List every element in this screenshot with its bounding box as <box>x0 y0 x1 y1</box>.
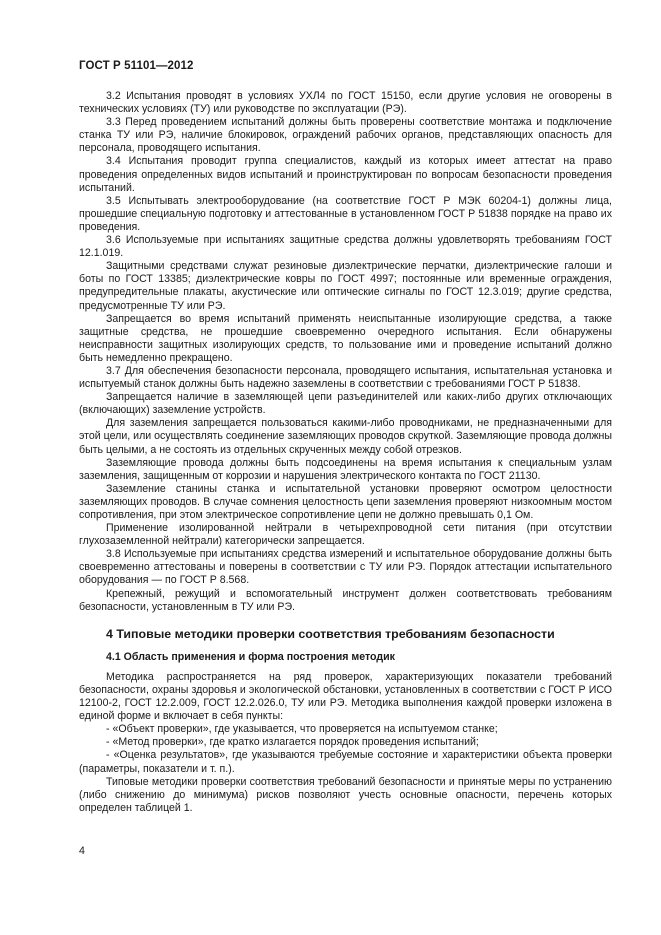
paragraph: Типовые методики проверки соответствия требований безопасности и принятые меры по устранению (либо снижению до минимума) рисков позволяют учесть основные опасности, перечень которых определен таблицей 1. <box>79 775 612 814</box>
paragraph-3-6: 3.6 Используемые при испытаниях защитные средства должны удовлетворять требованиям ГОСТ 12.1.019. <box>79 234 612 260</box>
list-item: - «Оценка результатов», где указываются требуемые состояние и характеристики объекта проверки (параметры, показатели и т. п.). <box>79 749 612 775</box>
paragraph: Заземляющие провода должны быть подсоединены на время испытания к специальным узлам заземления, защищенным от коррозии и нарушения электрического контакта по ГОСТ 21130. <box>79 456 612 482</box>
paragraph: Методика распространяется на ряд проверок, характеризующих показатели требований безопасности, охраны здоровья и экологической обстановки, установленных в соответствии с ГОСТ Р ИСО 12100-2, ГОСТ 12.2.009, ГОСТ 12.2.026.0, ТУ или РЭ. Методика выполнения каждой проверки изложена в единой форме и включает в себя пункты: <box>79 670 612 723</box>
paragraph: Запрещается во время испытаний применять неиспытанные изолирующие средства, а также защитные средства, не прошедшие своевременно очередного испытания. Если обнаружены неисправности защитных изолирующих средств, то пользование ими и проведение испытаний должно быть немедленно прекращено. <box>79 312 612 364</box>
document-body <box>79 90 612 815</box>
section-3-paragraphs <box>79 90 612 614</box>
list-item: - «Объект проверки», где указывается, что проверяется на испытуемом станке; <box>106 723 498 736</box>
section-4-paragraphs <box>79 671 612 815</box>
paragraph: Для заземления запрещается пользоваться какими-либо проводниками, не предназначенными для этой цели, или осуществлять соединение заземляющих проводов скруткой. Заземляющие провода должны быть целыми, а не состоять из отдельных скрученных между собой отрезков. <box>79 417 612 456</box>
paragraph: Заземление станины станка и испытательной установки проверяют осмотром целостности заземляющих проводов. В случае сомнения целостность цепи заземления проверяют низкоомным мостом сопротивления, при этом электрическое сопротивление цепи не должно превышать 0,1 Ом. <box>79 482 612 521</box>
subsection-4-1-heading: 4.1 Область применения и форма построения методик <box>106 650 395 663</box>
paragraph-3-5: 3.5 Испытывать электрооборудование (на соответствие ГОСТ Р МЭК 60204-1) должны лица, прошедшие специальную подготовку и аттестованные в установленном ГОСТ Р 51838 порядке на право их проведения. <box>79 194 612 233</box>
paragraph: Защитными средствами служат резиновые диэлектрические перчатки, диэлектрические галоши и боты по ГОСТ 13385; диэлектрические ковры по ГОСТ 4997; постоянные или временные ограждения, предупредительные плакаты, акустические или оптические сигналы по ГОСТ 12.3.019; другие средства, предусмотренные ТУ или РЭ. <box>79 260 612 312</box>
paragraph-3-2: 3.2 Испытания проводят в условиях УХЛ4 по ГОСТ 15150, если другие условия не оговорены в технических условиях (ТУ) или руководстве по эксплуатации (РЭ). <box>79 90 612 116</box>
paragraph: Крепежный, режущий и вспомогательный инструмент должен соответствовать требованиям безопасности, установленным в ТУ или РЭ. <box>79 587 612 613</box>
paragraph-3-8: 3.8 Используемые при испытаниях средства измерений и испытательное оборудование должны быть своевременно аттестованы и поверены в соответствии с ТУ или РЭ. Порядок аттестации испытательного оборудования — по ГОСТ Р 8.568. <box>79 548 612 587</box>
paragraph-3-7: 3.7 Для обеспечения безопасности персонала, проводящего испытания, испытательная установка и испытуемый станок должны быть надежно заземлены в соответствии с требованиями ГОСТ Р 51838. <box>79 364 612 391</box>
document-header: ГОСТ Р 51101—2012 <box>79 60 194 72</box>
section-4-heading: 4 Типовые методики проверки соответствия требованиям безопасности <box>106 626 555 641</box>
list-item: - «Метод проверки», где кратко излагается порядок проведения испытаний; <box>106 736 479 749</box>
page-number: 4 <box>79 845 85 857</box>
paragraph-3-4: 3.4 Испытания проводит группа специалистов, каждый из которых имеет аттестат на право проведения определенных видов испытаний и проинструктирован по вопросам безопасности проведения испытаний. <box>79 155 612 194</box>
paragraph: Применение изолированной нейтрали в четырехпроводной сети питания (при отсутствии глухозаземленной нейтрали) категорически запрещается. <box>79 522 612 548</box>
paragraph: Запрещается наличие в заземляющей цепи разъединителей или каких-либо других отключающих (включающих) заземление устройств. <box>79 391 612 417</box>
paragraph-3-3: 3.3 Перед проведением испытаний должны быть проверены соответствие монтажа и подключение станка ТУ или РЭ, наличие блокировок, ограждений рабочих органов, представляющих опасность для персонала, проводящего испытания. <box>79 116 612 155</box>
